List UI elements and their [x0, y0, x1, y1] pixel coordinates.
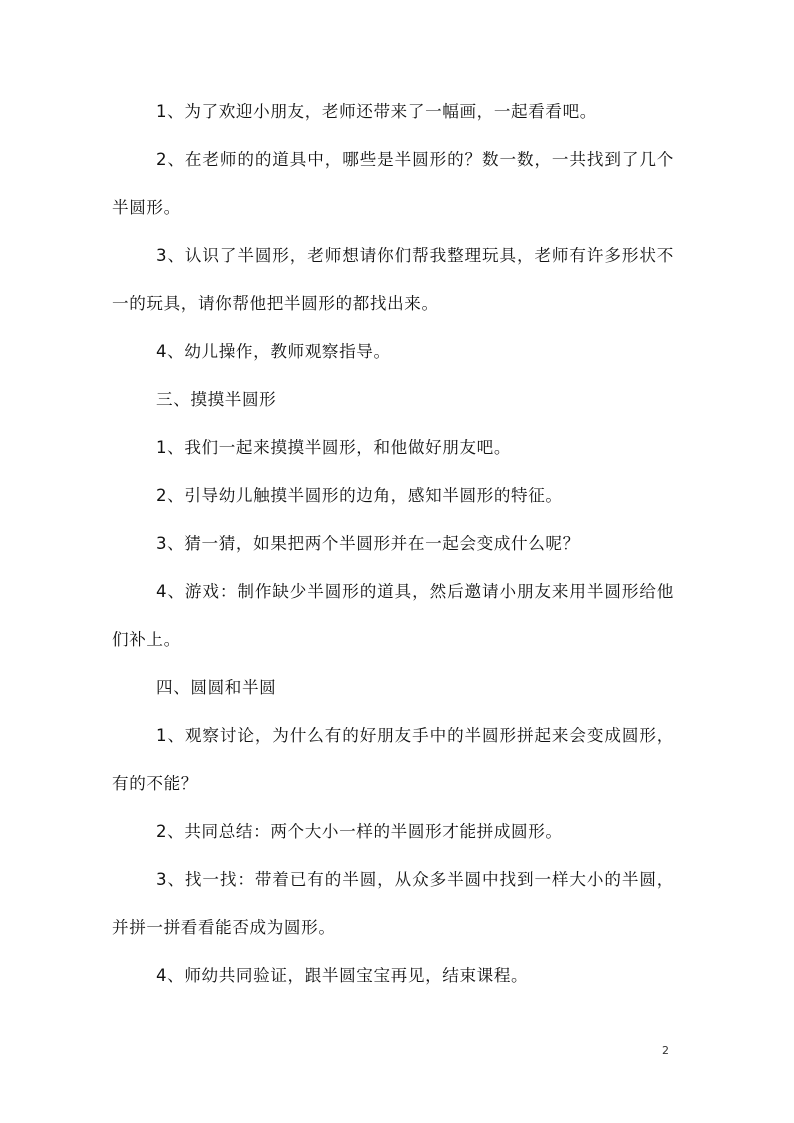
- paragraph: 2、共同总结：两个大小一样的半圆形才能拼成圆形。: [156, 822, 563, 841]
- section-heading: 三、摸摸半圆形: [156, 390, 277, 409]
- paragraph: 3、认识了半圆形，老师想请你们帮我整理玩具，老师有许多形状不一的玩具，请你帮他把半圆形的都找出来。: [112, 246, 674, 313]
- paragraph: 1、我们一起来摸摸半圆形，和他做好朋友吧。: [156, 438, 512, 457]
- paragraph: 4、游戏：制作缺少半圆形的道具，然后邀请小朋友来用半圆形给他们补上。: [112, 582, 674, 649]
- paragraph: 3、找一找：带着已有的半圆，从众多半圆中找到一样大小的半圆，并拼一拼看看能否成为圆形。: [112, 870, 674, 937]
- section-heading: 四、圆圆和半圆: [156, 678, 277, 697]
- paragraph: 3、猜一猜，如果把两个半圆形并在一起会变成什么呢？: [156, 534, 580, 553]
- paragraph: 4、幼儿操作，教师观察指导。: [156, 342, 391, 361]
- paragraph: 2、在老师的的道具中，哪些是半圆形的？数一数，一共找到了几个半圆形。: [112, 150, 674, 217]
- paragraph: 1、观察讨论，为什么有的好朋友手中的半圆形拼起来会变成圆形，有的不能？: [112, 726, 674, 793]
- paragraph: 4、师幼共同验证，跟半圆宝宝再见，结束课程。: [156, 966, 529, 985]
- body-text: [112, 88, 674, 1000]
- page-number: 2: [662, 1044, 669, 1057]
- paragraph: 1、为了欢迎小朋友，老师还带来了一幅画，一起看看吧。: [156, 102, 597, 121]
- paragraph: 2、引导幼儿触摸半圆形的边角，感知半圆形的特征。: [156, 486, 563, 505]
